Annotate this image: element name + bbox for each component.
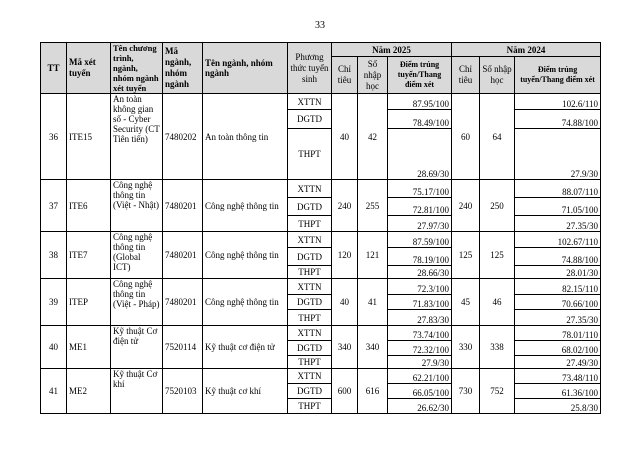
- cell-phuong-thuc: DGTD: [288, 198, 332, 216]
- cell-chi-tieu-2024: 60: [452, 94, 480, 180]
- header-diem-2025: Điểm trúng tuyển/Thang điểm xét: [388, 57, 452, 94]
- cell-so-nhap-hoc-2025: 340: [358, 326, 388, 369]
- cell-phuong-thuc: XTTN: [288, 369, 332, 384]
- cell-chi-tieu-2025: 40: [332, 94, 358, 180]
- header-ten-chuong-trinh: Tên chương trình, ngành, nhóm ngành xét tuyển: [111, 43, 163, 94]
- cell-diem-2024: 27.35/30: [515, 310, 601, 326]
- cell-ma-nganh: 7480201: [163, 180, 203, 232]
- cell-ma-nganh: 7520114: [163, 326, 203, 369]
- cell-diem-2024: 71.05/100: [515, 198, 601, 216]
- page-number: 33: [315, 20, 325, 31]
- table-row: [41, 279, 601, 295]
- cell-chi-tieu-2025: 600: [332, 369, 358, 414]
- table-row: [41, 232, 601, 248]
- table-row: [41, 180, 601, 198]
- header-so-nhap-hoc-2025: Số nhập học: [358, 57, 388, 94]
- cell-diem-2025: 26.62/30: [388, 399, 452, 414]
- cell-ten-chuong-trinh: Kỹ thuật Cơ khí: [111, 369, 163, 414]
- header-ten-nganh: Tên ngành, nhóm ngành: [203, 43, 288, 94]
- cell-phuong-thuc: DGTD: [288, 248, 332, 266]
- cell-so-nhap-hoc-2025: 616: [358, 369, 388, 414]
- cell-chi-tieu-2024: 330: [452, 326, 480, 369]
- cell-diem-2025: 78.49/100: [388, 110, 452, 129]
- cell-diem-2024: 82.15/110: [515, 279, 601, 295]
- cell-chi-tieu-2024: 125: [452, 232, 480, 279]
- cell-chi-tieu-2025: 340: [332, 326, 358, 369]
- cell-so-nhap-hoc-2024: 250: [480, 180, 515, 232]
- header-ma-nganh: Mã ngành, nhóm ngành: [163, 43, 203, 94]
- cell-diem-2024: 28.01/30: [515, 266, 601, 279]
- cell-phuong-thuc: THPT: [288, 356, 332, 369]
- cell-so-nhap-hoc-2025: 121: [358, 232, 388, 279]
- cell-diem-2025: 71.83/100: [388, 295, 452, 310]
- header-phuong-thuc: Phương thức tuyển sinh: [288, 43, 332, 94]
- cell-diem-2025: 28.66/30: [388, 266, 452, 279]
- header-diem-2024: Điểm trúng tuyển/Thang điểm xét: [515, 57, 601, 94]
- cell-phuong-thuc: THPT: [288, 216, 332, 232]
- header-chi-tieu-2025: Chỉ tiêu: [332, 57, 358, 94]
- table-row: [41, 94, 601, 110]
- cell-ten-nganh: Công nghệ thông tin: [203, 180, 288, 232]
- cell-diem-2025: 72.32/100: [388, 341, 452, 356]
- cell-phuong-thuc: DGTD: [288, 295, 332, 310]
- header-year-2024: Năm 2024: [452, 43, 601, 57]
- cell-diem-2025: 62.21/100: [388, 369, 452, 384]
- cell-phuong-thuc: XTTN: [288, 326, 332, 341]
- cell-so-nhap-hoc-2024: 64: [480, 94, 515, 180]
- cell-diem-2025: 78.19/100: [388, 248, 452, 266]
- table-row: [41, 326, 601, 341]
- cell-diem-2025: 75.17/100: [388, 180, 452, 198]
- cell-so-nhap-hoc-2025: 42: [358, 94, 388, 180]
- cell-diem-2024: 27.49/30: [515, 356, 601, 369]
- cell-ma-nganh: 7480201: [163, 232, 203, 279]
- cell-diem-2024: 102.6/110: [515, 94, 601, 110]
- cell-phuong-thuc: XTTN: [288, 279, 332, 295]
- cell-tt: 37: [41, 180, 67, 232]
- cell-ten-chuong-trinh: Công nghệ thông tin (Global ICT): [111, 232, 163, 279]
- cell-phuong-thuc: XTTN: [288, 180, 332, 198]
- cell-phuong-thuc: THPT: [288, 266, 332, 279]
- cell-ma-xet-tuyen: ITE15: [67, 94, 111, 180]
- cell-diem-2024: 25.8/30: [515, 399, 601, 414]
- cell-diem-2024: 61.36/100: [515, 384, 601, 399]
- cell-tt: 36: [41, 94, 67, 180]
- cell-diem-2025: 27.83/30: [388, 310, 452, 326]
- cell-so-nhap-hoc-2025: 41: [358, 279, 388, 326]
- cell-diem-2025: 72.3/100: [388, 279, 452, 295]
- cell-ten-chuong-trinh: Công nghệ thông tin (Việt - Nhật): [111, 180, 163, 232]
- table-body: [41, 94, 601, 414]
- cell-diem-2025: 87.59/100: [388, 232, 452, 248]
- cell-phuong-thuc: THPT: [288, 129, 332, 180]
- cell-phuong-thuc: DGTD: [288, 110, 332, 129]
- header-year-2025: Năm 2025: [332, 43, 452, 57]
- cell-diem-2025: 27.97/30: [388, 216, 452, 232]
- cell-ten-chuong-trinh: Kỹ thuật Cơ điện tử: [111, 326, 163, 369]
- cell-diem-2024: 68.02/100: [515, 341, 601, 356]
- cell-diem-2025: 73.74/100: [388, 326, 452, 341]
- header-so-nhap-hoc-2024: Số nhập học: [480, 57, 515, 94]
- cell-phuong-thuc: THPT: [288, 310, 332, 326]
- cell-so-nhap-hoc-2024: 125: [480, 232, 515, 279]
- cell-chi-tieu-2024: 45: [452, 279, 480, 326]
- cell-ma-xet-tuyen: ITEP: [67, 279, 111, 326]
- cell-diem-2025: 28.69/30: [388, 129, 452, 180]
- cell-phuong-thuc: DGTD: [288, 341, 332, 356]
- cell-so-nhap-hoc-2024: 752: [480, 369, 515, 414]
- cell-diem-2025: 27.9/30: [388, 356, 452, 369]
- cell-diem-2025: 66.05/100: [388, 384, 452, 399]
- cell-phuong-thuc: DGTD: [288, 384, 332, 399]
- cell-chi-tieu-2024: 730: [452, 369, 480, 414]
- cell-diem-2024: 102.67/110: [515, 232, 601, 248]
- cell-diem-2025: 72.81/100: [388, 198, 452, 216]
- cell-chi-tieu-2025: 120: [332, 232, 358, 279]
- cell-tt: 39: [41, 279, 67, 326]
- cell-diem-2024: 27.9/30: [515, 129, 601, 180]
- cell-tt: 41: [41, 369, 67, 414]
- cell-ten-nganh: Kỹ thuật cơ điện tử: [203, 326, 288, 369]
- cell-so-nhap-hoc-2024: 46: [480, 279, 515, 326]
- cell-ma-nganh: 7480202: [163, 94, 203, 180]
- cell-chi-tieu-2024: 240: [452, 180, 480, 232]
- cell-diem-2024: 27.35/30: [515, 216, 601, 232]
- cell-tt: 38: [41, 232, 67, 279]
- cell-phuong-thuc: XTTN: [288, 232, 332, 248]
- cell-ma-xet-tuyen: ME2: [67, 369, 111, 414]
- cell-phuong-thuc: THPT: [288, 399, 332, 414]
- cell-ma-nganh: 7520103: [163, 369, 203, 414]
- cell-chi-tieu-2025: 240: [332, 180, 358, 232]
- admissions-table: [40, 42, 601, 414]
- cell-ten-nganh: Công nghệ thông tin: [203, 279, 288, 326]
- table-row: [41, 369, 601, 384]
- cell-diem-2025: 87.95/100: [388, 94, 452, 110]
- cell-diem-2024: 74.88/100: [515, 248, 601, 266]
- cell-diem-2024: 74.88/100: [515, 110, 601, 129]
- cell-diem-2024: 88.07/110: [515, 180, 601, 198]
- cell-diem-2024: 70.66/100: [515, 295, 601, 310]
- cell-ten-nganh: An toàn thông tin: [203, 94, 288, 180]
- cell-ma-nganh: 7480201: [163, 279, 203, 326]
- cell-so-nhap-hoc-2024: 338: [480, 326, 515, 369]
- cell-phuong-thuc: XTTN: [288, 94, 332, 110]
- header-row-years: [41, 43, 601, 57]
- cell-ten-nganh: Kỹ thuật cơ khí: [203, 369, 288, 414]
- cell-ma-xet-tuyen: ME1: [67, 326, 111, 369]
- header-tt: TT: [41, 43, 67, 94]
- cell-so-nhap-hoc-2025: 255: [358, 180, 388, 232]
- header-chi-tieu-2024: Chỉ tiêu: [452, 57, 480, 94]
- cell-chi-tieu-2025: 40: [332, 279, 358, 326]
- header-ma-xet-tuyen: Mã xét tuyển: [67, 43, 111, 94]
- cell-ma-xet-tuyen: ITE6: [67, 180, 111, 232]
- cell-ten-nganh: Công nghệ thông tin: [203, 232, 288, 279]
- cell-diem-2024: 78.01/110: [515, 326, 601, 341]
- cell-ten-chuong-trinh: Công nghệ thông tin (Việt - Pháp): [111, 279, 163, 326]
- cell-tt: 40: [41, 326, 67, 369]
- cell-ma-xet-tuyen: ITE7: [67, 232, 111, 279]
- cell-diem-2024: 73.48/110: [515, 369, 601, 384]
- cell-ten-chuong-trinh: An toàn không gian số - Cyber Security (CT Tiên tiến): [111, 94, 163, 180]
